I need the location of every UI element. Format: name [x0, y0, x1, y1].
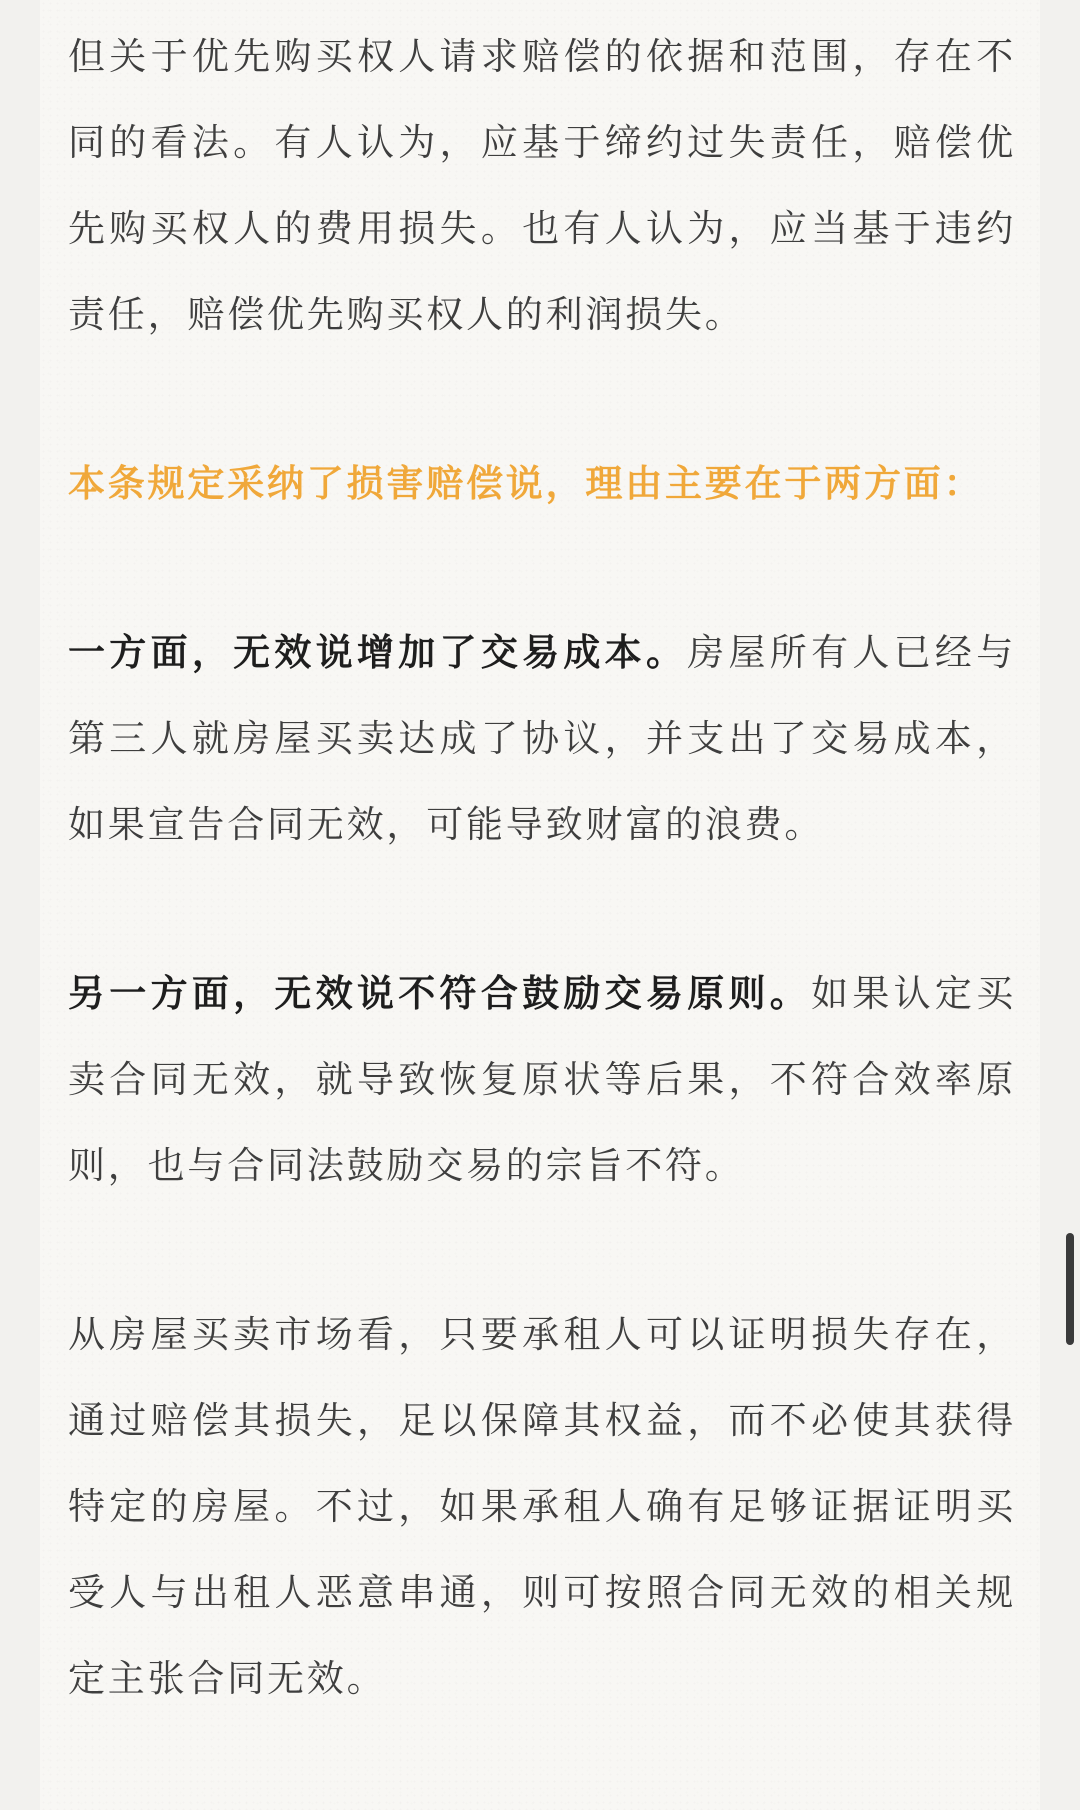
paragraph-compensation-views: 但关于优先购买权人请求赔偿的依据和范围，存在不同的看法。有人认为，应基于缔约过失责任，赔偿优先购买权人的费用损失。也有人认为，应当基于违约责任，赔偿优先购买权人的利润损失。	[68, 35, 1016, 336]
scrollbar-thumb[interactable]	[1066, 1233, 1074, 1345]
bold-lead-encourage-trade: 另一方面，无效说不符合鼓励交易原则。	[68, 972, 812, 1015]
bold-lead-transaction-cost: 一方面，无效说增加了交易成本。	[68, 631, 688, 674]
paragraph-highlight-reasons: 本条规定采纳了损害赔偿说，理由主要在于两方面：	[68, 462, 984, 505]
paragraph-transaction-cost	[68, 610, 1016, 868]
article-body	[68, 14, 1016, 1805]
paragraph-transaction-cost-text: 房屋所有人已经与第三人就房屋买卖达成了协议，并支出了交易成本，如果宣告合同无效，可能导致财富的浪费。	[68, 631, 1017, 846]
paragraph-encourage-trade-text: 如果认定买卖合同无效，就导致恢复原状等后果，不符合效率原则，也与合同法鼓励交易的宗旨不符。	[68, 972, 1017, 1187]
paragraph-housing-market: 从房屋买卖市场看，只要承租人可以证明损失存在，通过赔偿其损失，足以保障其权益，而不必使其获得特定的房屋。不过，如果承租人确有足够证据证明买受人与出租人恶意串通，则可按照合同无效的相关规定主张合同无效。	[68, 1313, 1016, 1700]
paragraph-encourage-trade	[68, 951, 1016, 1209]
